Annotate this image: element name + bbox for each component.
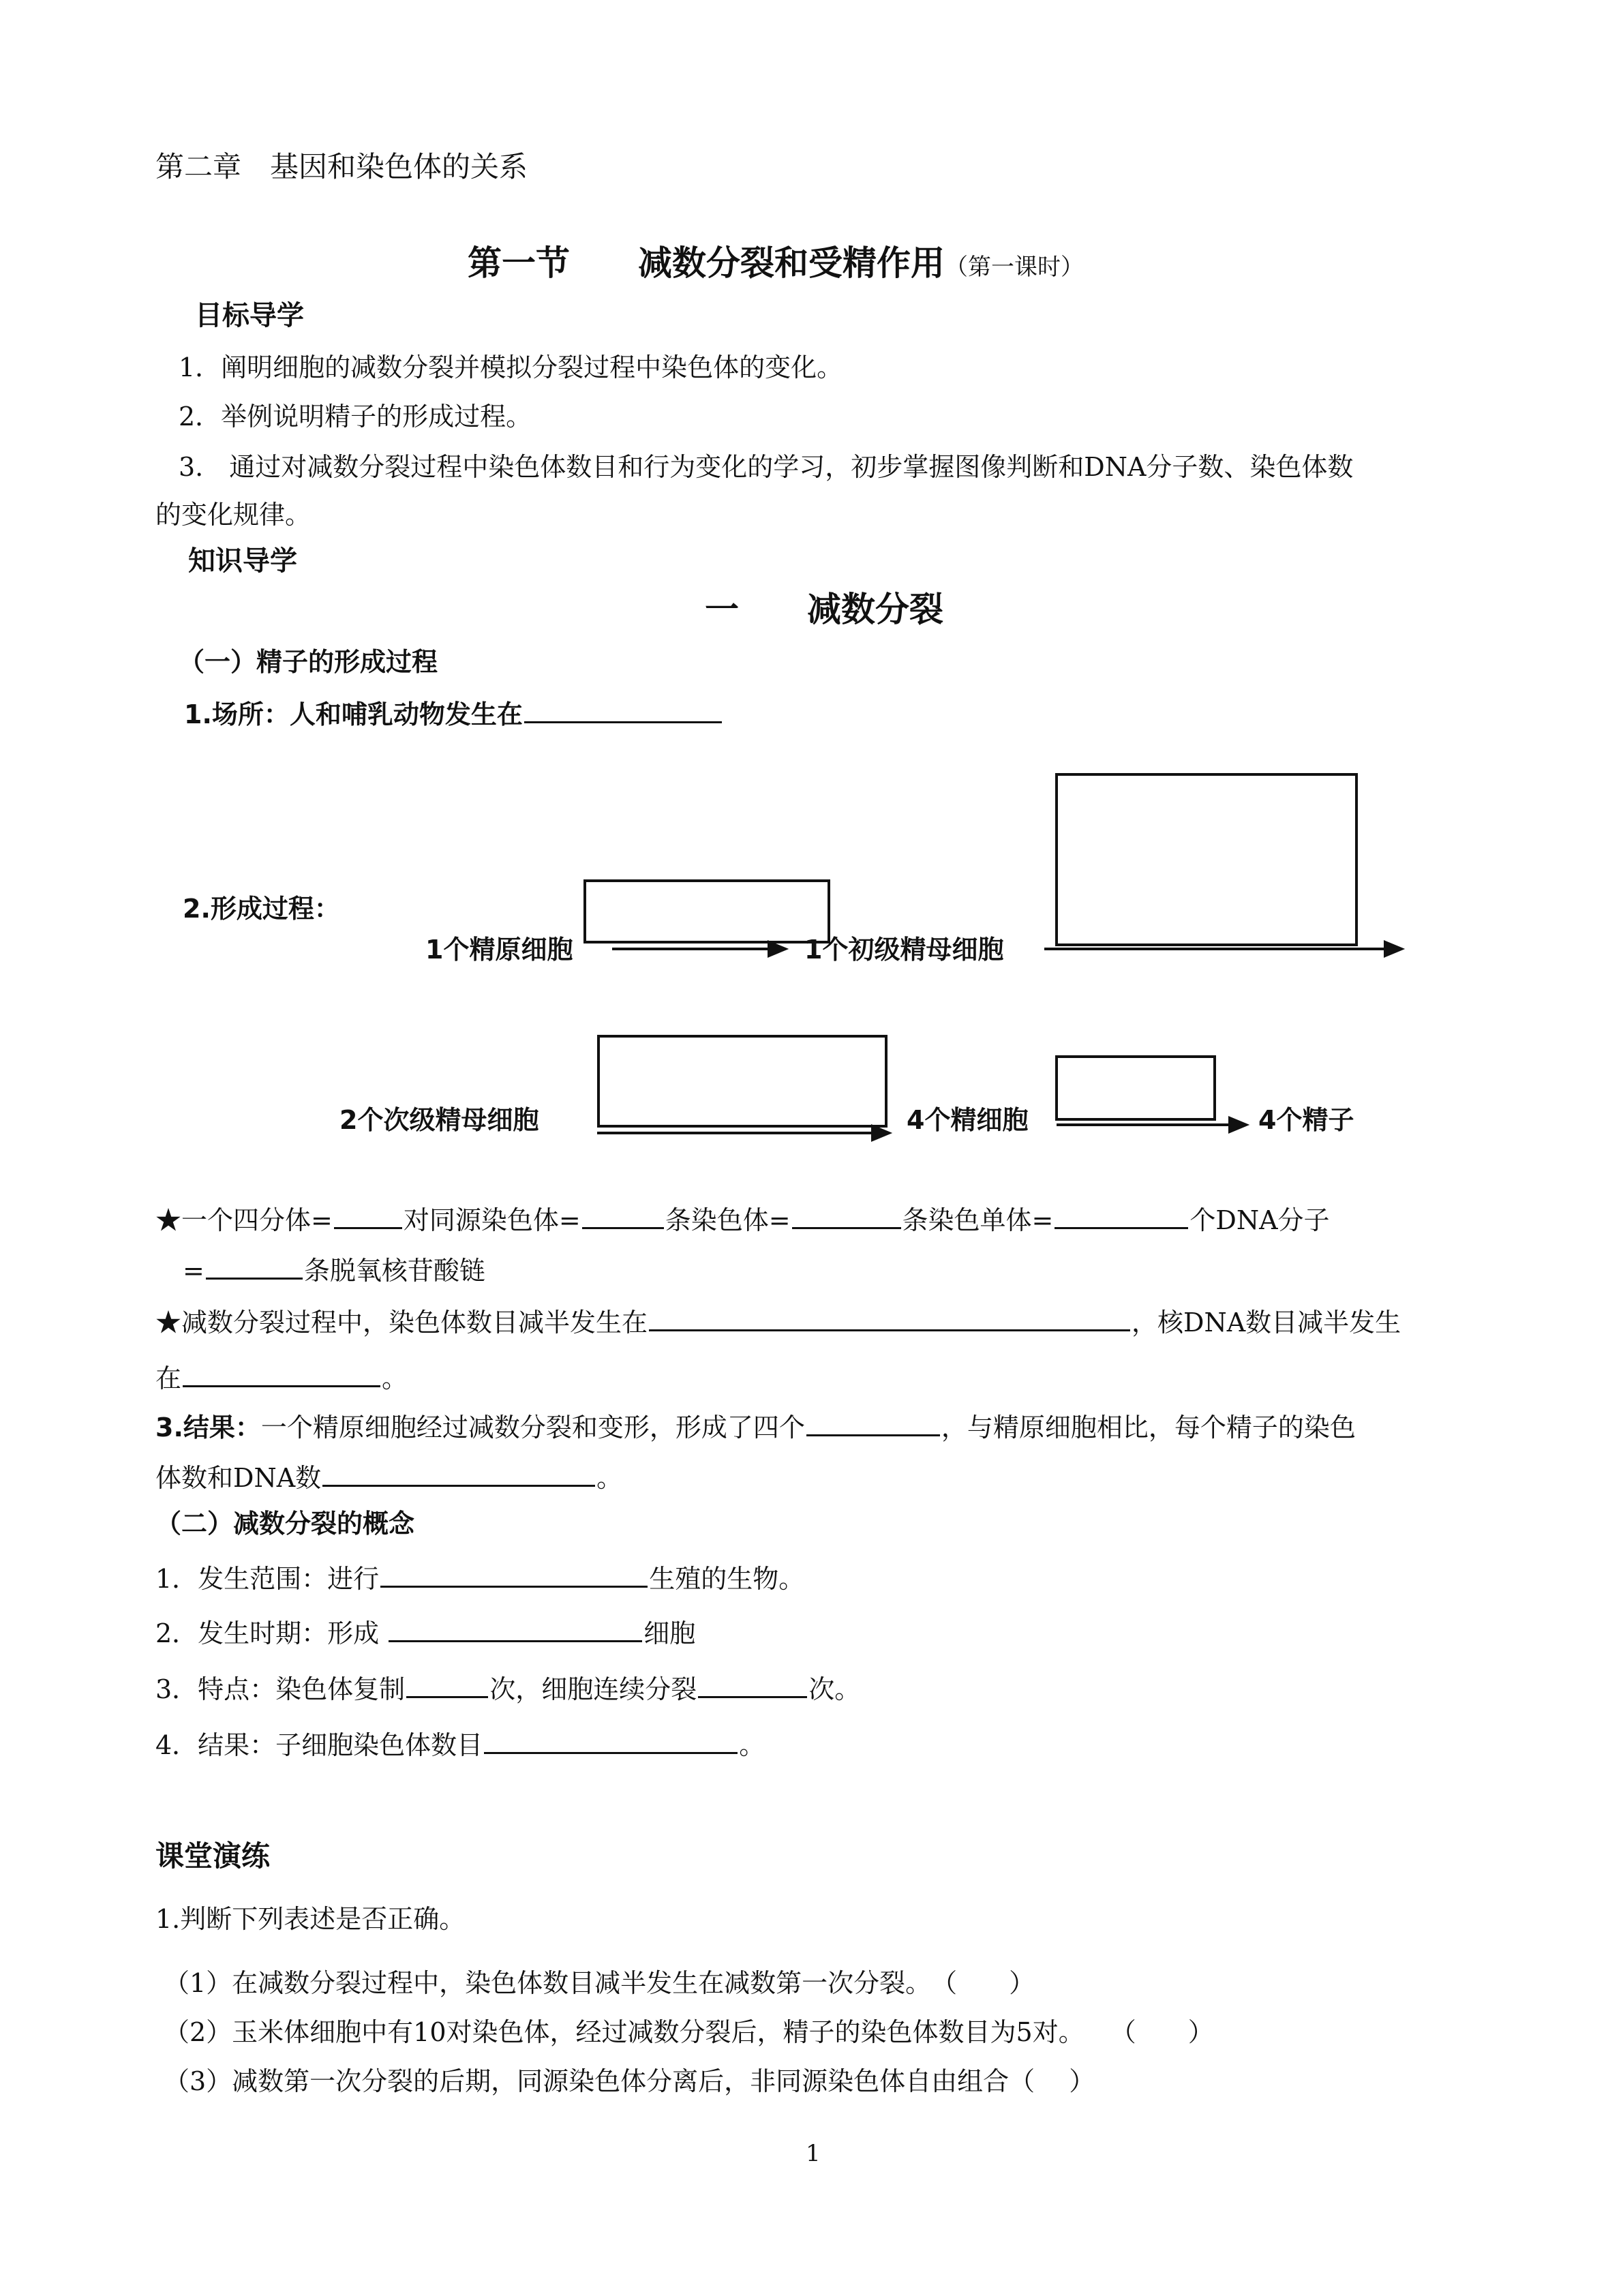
tetrad-blank-3[interactable] [792,1203,901,1229]
tetrad-text-f: = [183,1256,204,1286]
concept-line-1 [155,1561,804,1595]
arrow-2-head [1385,942,1401,956]
halving-blank-1[interactable] [649,1305,1130,1331]
part1-heading: （一）精子的形成过程 [179,647,438,677]
concept-1a: 1．发生范围：进行 [155,1564,380,1594]
place-label: 1.场所：人和哺乳动物发生在 [184,699,523,729]
halving-line-2 [155,1361,408,1394]
practice-item-1: （1）在减数分裂过程中，染色体数目减半发生在减数第一次分裂。 （ ） [164,1968,1035,1998]
practice-q1: 1.判断下列表述是否正确。 [155,1904,466,1934]
goal-item-1: 1．阐明细胞的减数分裂并模拟分裂过程中染色体的变化。 [179,352,843,382]
arrow-4-head [1230,1118,1246,1132]
concept-3a: 3．特点：染色体复制 [155,1674,406,1704]
halving-text-c: 在 [155,1363,182,1393]
halving-text-d: 。 [382,1363,408,1393]
stage-primary-spermatocyte: 1个初级精母细胞 [804,935,1004,965]
tetrad-text-g: 条脱氧核苷酸链 [303,1256,485,1286]
stage-spermatogonium: 1个精原细胞 [425,935,573,965]
goals-heading: 目标导学 [195,300,304,331]
meiosis-section-title: 一 减数分裂 [705,590,943,629]
concept-blank-5[interactable] [484,1727,738,1754]
practice-heading: 课堂演练 [155,1839,271,1873]
chapter-title: 第二章 基因和染色体的关系 [155,150,528,183]
stage-spermatid: 4个精细胞 [907,1105,1029,1135]
tetrad-line-2 [183,1253,485,1286]
goal-item-2: 2．举例说明精子的形成过程。 [179,402,532,432]
stage-secondary-spermatocyte: 2个次级精母细胞 [339,1105,539,1135]
result-blank-2[interactable] [322,1460,595,1487]
process-label: 2.形成过程： [183,894,340,924]
arrow-1-head [769,942,785,956]
concept-blank-1[interactable] [380,1561,648,1588]
concept-3c: 次。 [808,1674,861,1704]
tetrad-line [155,1203,1330,1236]
concept-blank-4[interactable] [698,1672,807,1698]
result-text-b: ，与精原细胞相比，每个精子的染色 [941,1413,1356,1442]
tetrad-text-e: 个DNA分子 [1189,1205,1330,1235]
halving-text-a: ★减数分裂过程中，染色体数目减半发生在 [155,1308,648,1338]
section-title-main: 第一节 减数分裂和受精作用 [468,243,945,283]
goal-item-3: 3. 通过对减数分裂过程中染色体数目和行为变化的学习，初步掌握图像判断和DNA分子数、染色体数 [179,452,1354,482]
section-title-sub: （第一课时） [945,254,1084,281]
concept-4b: 。 [739,1730,765,1760]
concept-2a: 2．发生时期：形成 [155,1618,380,1648]
concept-blank-2[interactable] [389,1616,642,1642]
part2-heading: （二）减数分裂的概念 [155,1509,415,1539]
result-text-a: 一个精原细胞经过减数分裂和变形，形成了四个 [260,1413,805,1442]
tetrad-text-b: 对同源染色体= [403,1205,581,1235]
concept-line-4 [155,1727,765,1761]
tetrad-blank-1[interactable] [334,1203,402,1229]
page-number: 1 [806,2140,821,2167]
arrow-3-head [873,1126,889,1140]
result-line-2 [155,1460,622,1494]
practice-item-2: （2）玉米体细胞中有10对染色体，经过减数分裂后，精子的染色体数目为5对。 （ ） [164,2017,1214,2047]
tetrad-blank-5[interactable] [206,1253,303,1280]
halving-blank-2[interactable] [183,1361,380,1387]
result-text-c: 体数和DNA数 [155,1463,322,1493]
tetrad-text-d: 条染色单体= [902,1205,1054,1235]
concept-line-2 [155,1616,695,1649]
result-text-d: 。 [596,1463,623,1493]
concept-line-3 [155,1672,860,1705]
result-line [155,1410,1356,1443]
concept-3b: 次，细胞连续分裂 [489,1674,697,1704]
knowledge-heading: 知识导学 [188,545,297,577]
goal-item-3-cont: 的变化规律。 [155,500,312,530]
concept-2b: 细胞 [643,1618,696,1648]
practice-item-3: （3）减数第一次分裂的后期，同源染色体分离后，非同源染色体自由组合（ ） [164,2066,1095,2096]
stage-sperm: 4个精子 [1258,1105,1354,1135]
tetrad-text-c: 条染色体= [665,1205,791,1235]
halving-text-b: ，核DNA数目减半发生 [1132,1308,1401,1338]
tetrad-blank-2[interactable] [582,1203,664,1229]
concept-1b: 生殖的生物。 [649,1564,805,1594]
tetrad-blank-4[interactable] [1055,1203,1188,1229]
halving-line [155,1305,1401,1338]
result-label: 3.结果： [155,1413,261,1442]
tetrad-text-a: ★一个四分体= [155,1205,333,1235]
concept-blank-3[interactable] [406,1672,488,1698]
result-blank-1[interactable] [806,1410,940,1436]
concept-4a: 4．结果：子细胞染色体数目 [155,1730,483,1760]
